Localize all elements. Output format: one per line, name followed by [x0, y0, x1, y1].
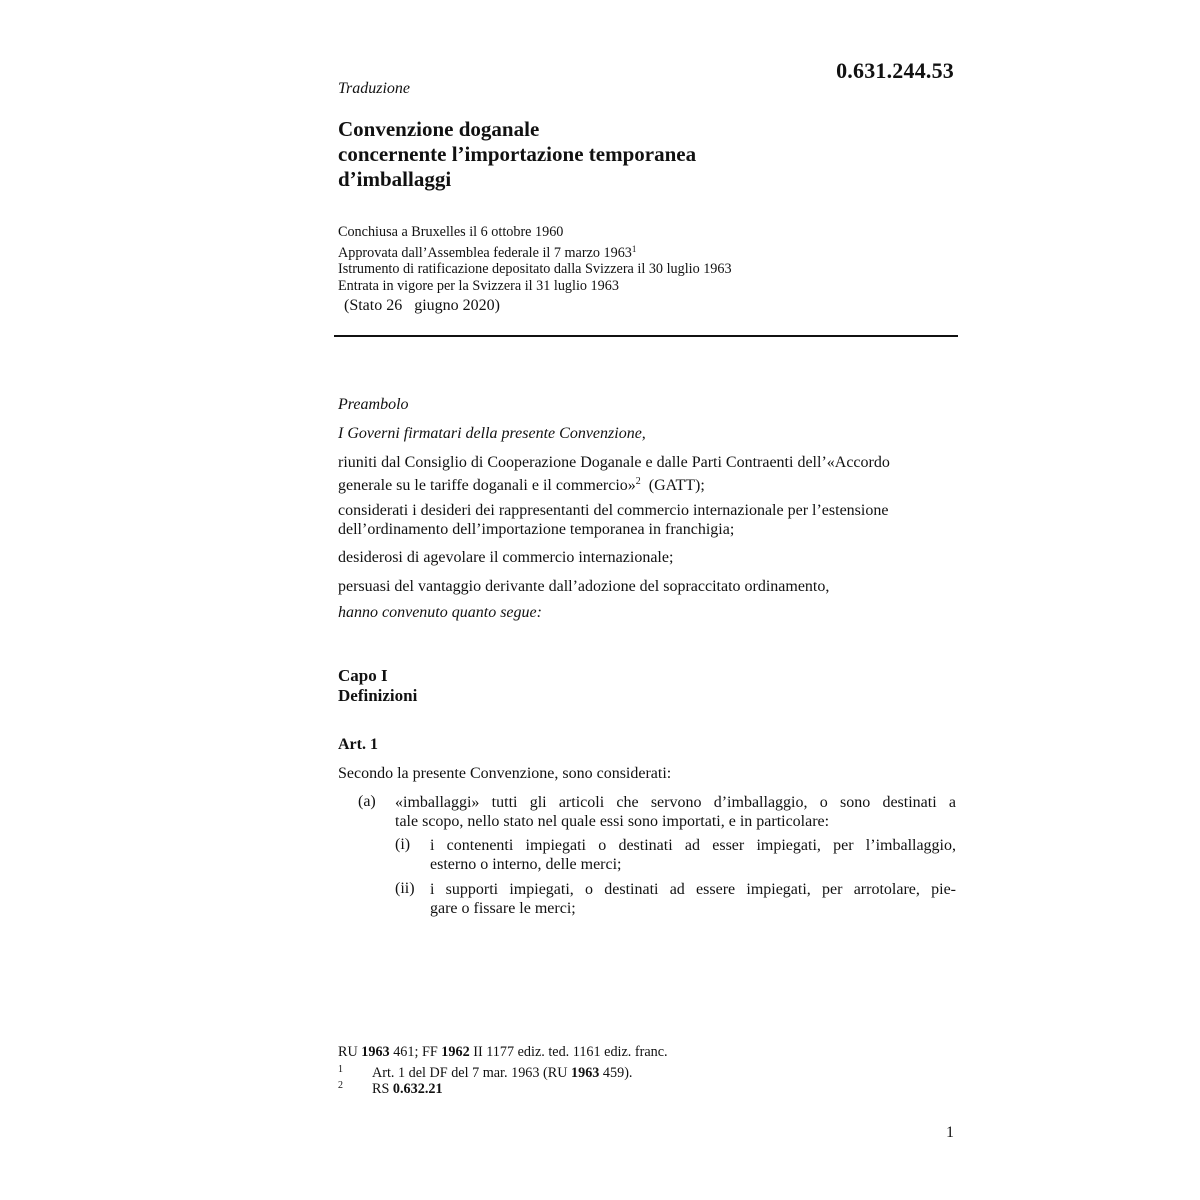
preamble-paragraph-4: persuasi del vantaggio derivante dall’adozione del sopraccitato ordinamento,	[338, 578, 830, 595]
source-note: RU 1963 461; FF 1962 II 1177 ediz. ted. 1161 ediz. franc.	[338, 1044, 668, 1060]
item-i-text: i contenenti impiegati o destinati ad esser impiegati, per l’imballaggio, esterno o interno, delle merci;	[430, 837, 956, 873]
item-ii-label: (ii)	[395, 880, 415, 897]
meta-ratification: Istrumento di ratificazione depositato dalla Svizzera il 30 luglio 1963	[338, 261, 732, 277]
preamble-paragraph-2: considerati i desideri dei rappresentanti del commercio internazionale per l’estensione dell’ordinamento dell’importazione temporanea in franchigia;	[338, 502, 889, 538]
title-line-3: d’imballaggi	[338, 167, 452, 191]
document-title	[338, 117, 696, 192]
title-line-1: Convenzione doganale	[338, 117, 540, 141]
footnote-1-number: 1	[338, 1064, 343, 1075]
document-metadata	[338, 224, 732, 294]
preamble-governments: I Governi firmatari della presente Convenzione,	[338, 425, 646, 442]
status-date: (Stato 26 giugno 2020)	[344, 297, 500, 314]
item-a-label: (a)	[358, 793, 376, 810]
article-1-heading: Art. 1	[338, 736, 378, 753]
footnote-ref-2: 2	[635, 476, 641, 487]
preamble-closing: hanno convenuto quanto segue:	[338, 604, 542, 621]
meta-approved: Approvata dall’Assemblea federale il 7 marzo 1963$^1$	[338, 243, 637, 261]
footnote-1-text: Art. 1 del DF del 7 mar. 1963 (RU 1963 459).	[372, 1065, 633, 1081]
footnote-2-text: RS 0.632.21	[372, 1081, 443, 1097]
translation-label: Traduzione	[338, 80, 411, 97]
chapter-title: Definizioni	[338, 686, 418, 705]
title-line-2: concernente l’importazione temporanea	[338, 142, 697, 166]
page-number: 1	[946, 1124, 954, 1141]
preamble-paragraph-1: riuniti dal Consiglio di Cooperazione Doganale e dalle Parti Contraenti dell’«Accordo generale su le tariffe doganali e il commercio»$^2$ (GATT);	[338, 454, 890, 494]
header-divider	[334, 335, 958, 337]
sr-number: 0.631.244.53	[836, 58, 954, 83]
item-ii-text: i supporti impiegati, o destinati ad essere impiegati, per arrotolare, pie- gare o fissare le merci;	[430, 881, 956, 917]
footnote-2-number: 2	[338, 1080, 343, 1091]
footnote-ref-1: 1	[631, 243, 637, 254]
meta-concluded: Conchiusa a Bruxelles il 6 ottobre 1960	[338, 224, 564, 240]
footnote-2	[338, 1078, 343, 1096]
chapter-heading	[338, 666, 417, 706]
meta-entry-into-force: Entrata in vigore per la Svizzera il 31 luglio 1963	[338, 277, 619, 294]
item-a-text: «imballaggi» tutti gli articoli che servono d’imballaggio, o sono destinati a tale scopo, nello stato nel quale essi sono importati, e in particolare:	[395, 794, 956, 830]
preamble-heading: Preambolo	[338, 396, 409, 413]
preamble-paragraph-3: desiderosi di agevolare il commercio internazionale;	[338, 549, 674, 566]
article-1-intro: Secondo la presente Convenzione, sono considerati:	[338, 765, 672, 782]
item-i-label: (i)	[395, 836, 411, 853]
chapter-number: Capo I	[338, 666, 388, 685]
